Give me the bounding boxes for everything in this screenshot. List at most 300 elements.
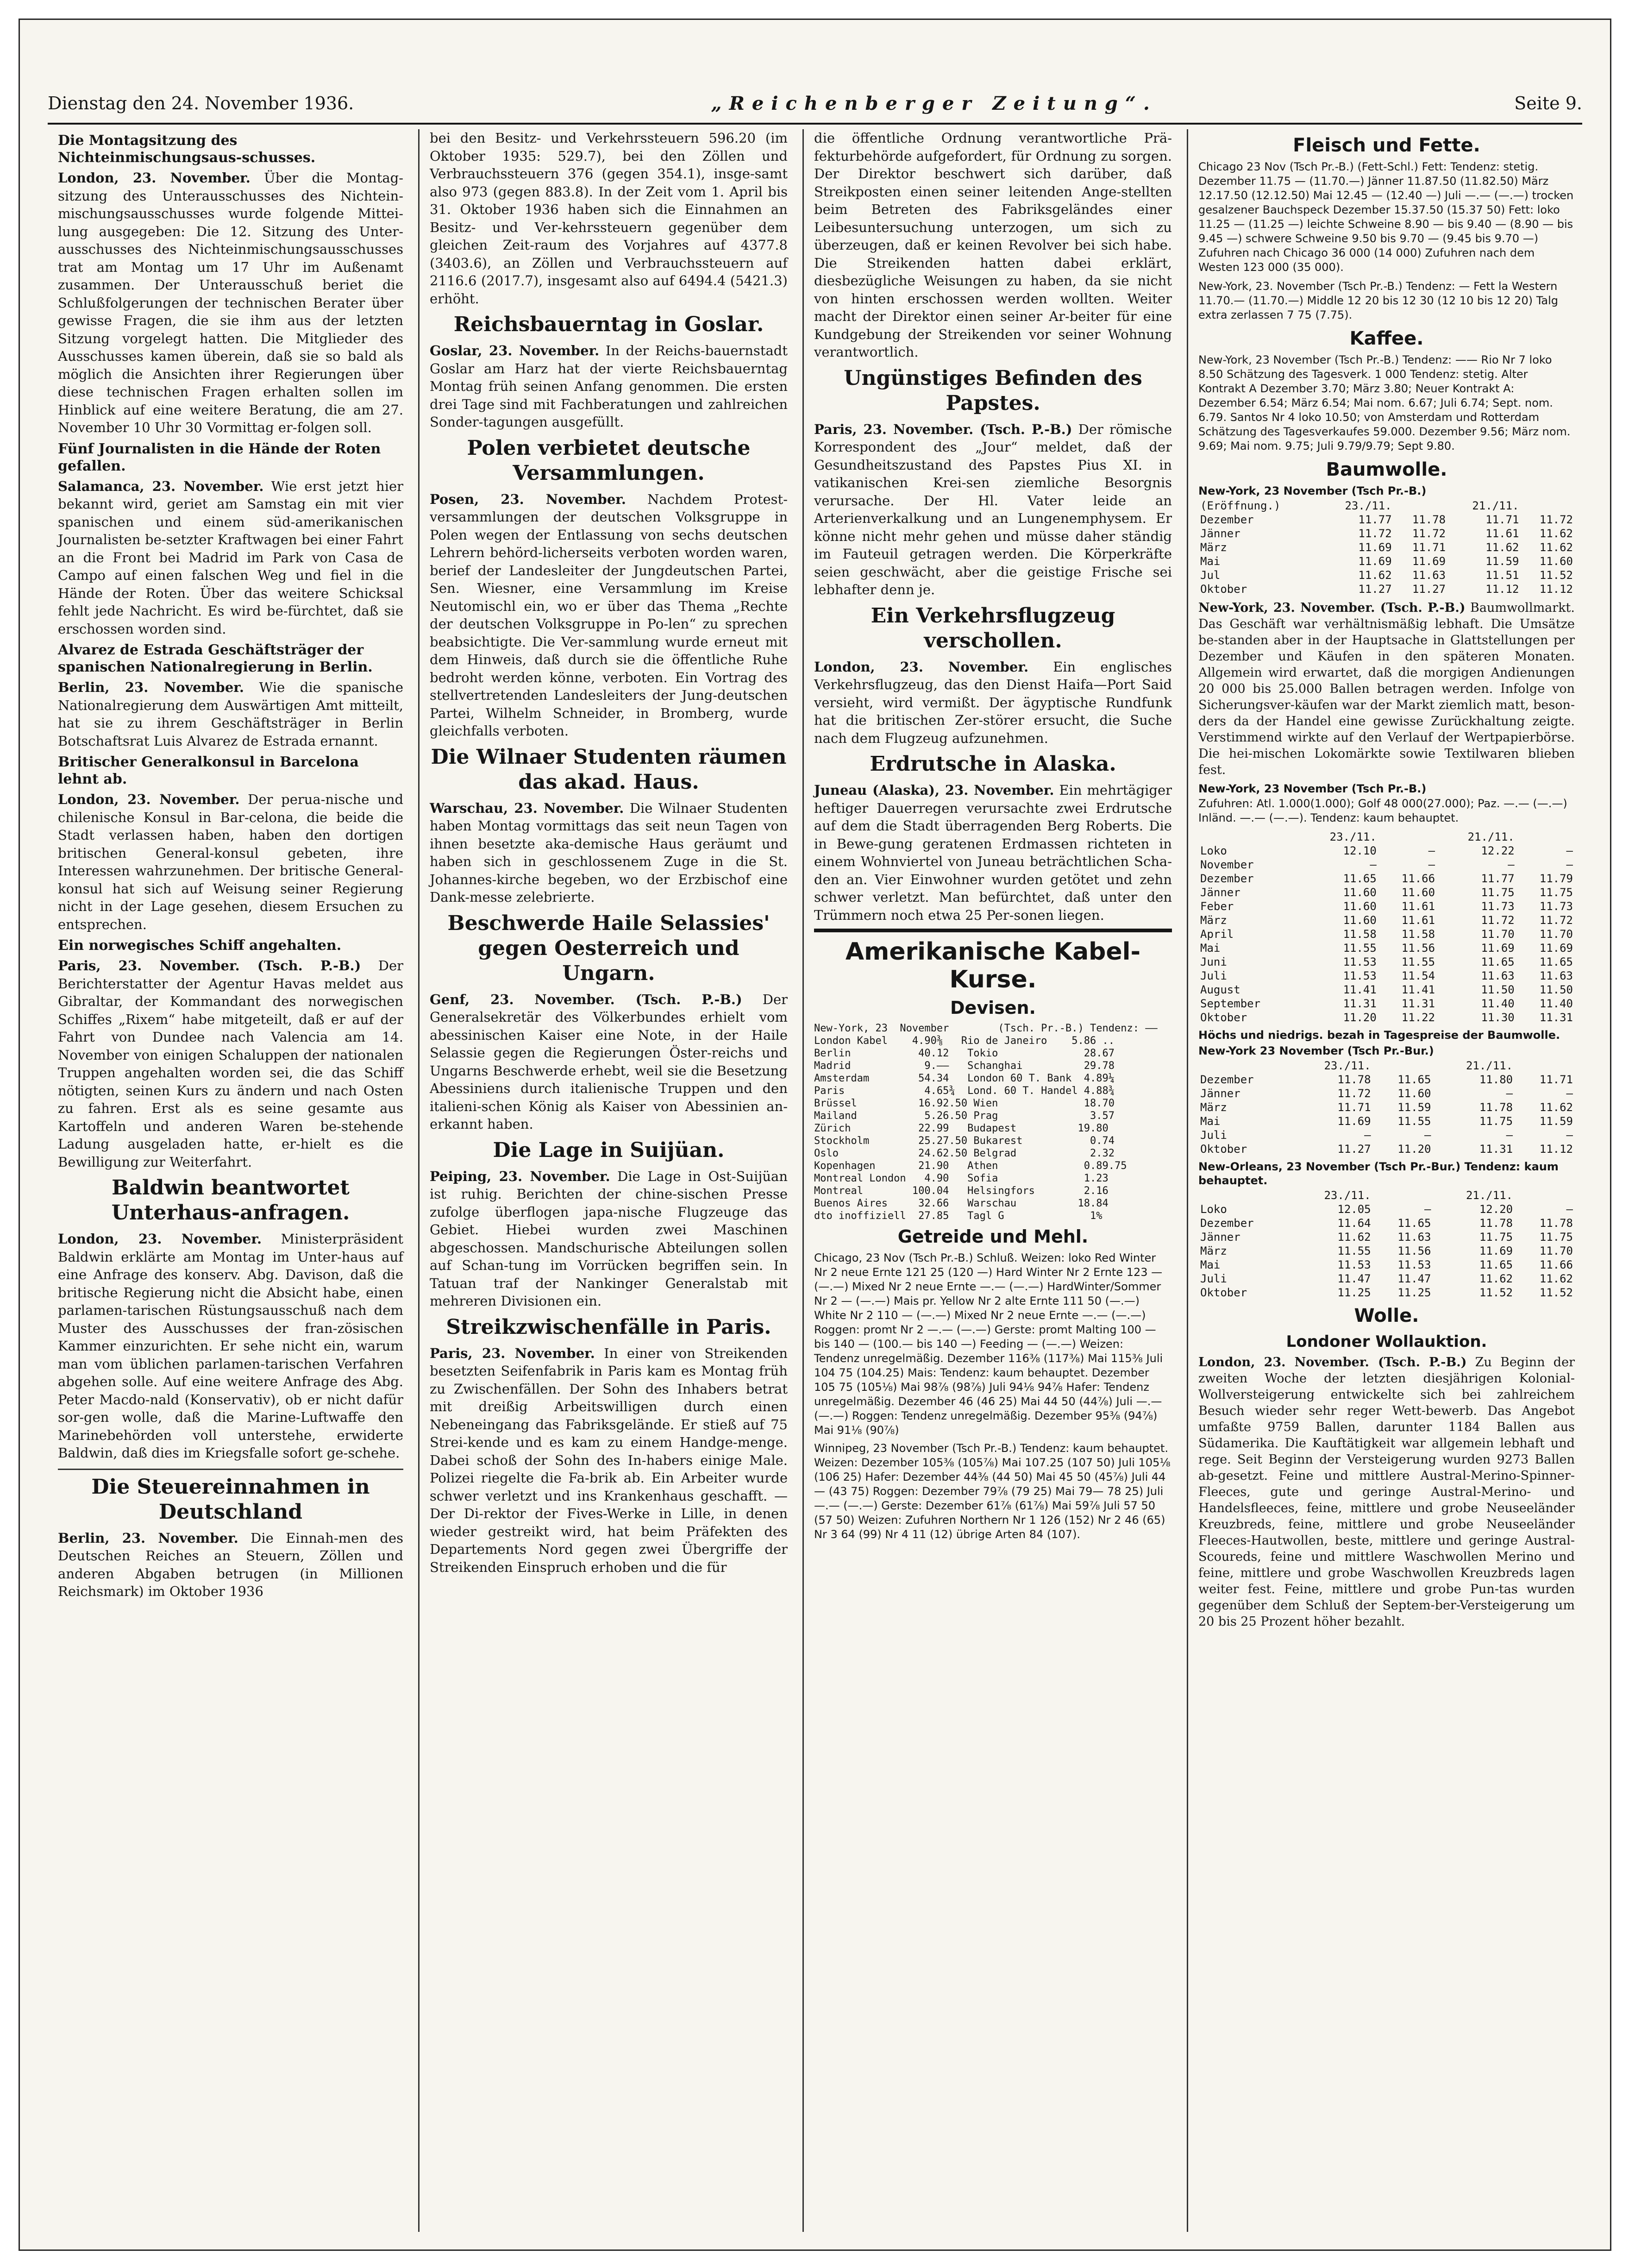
table-caption: New-York 23 November (Tsch Pr.-Bur.) — [1198, 1044, 1434, 1057]
table-header-cell — [1394, 499, 1447, 513]
price-cell: 11.69 — [1539, 942, 1573, 955]
price-cell: — — [1566, 858, 1573, 871]
article-body: Berlin, 23. November. Wie die spanische Nationalregierung dem Auswärtigen Amt mitteilt, hat sie zu ihrem Geschäftsträger in Berlin Botschaftsrat Luis Alvarez de Estrada ernannt. — [58, 679, 403, 749]
price-cell: 11.69 — [1481, 942, 1515, 955]
price-cell: 11.61 — [1485, 527, 1519, 540]
price-cell: 11.63 — [1539, 969, 1573, 982]
wolle-report: London, 23. November. (Tsch. P.-B.) Zu Beginn der zweiten Woche der letzten diesjährigen Kolonial-Wollversteigerung entwickelte sich bei zahlreichem Besuch wieder sehr reger Wett-bewerb. Das Angebot umfaßte 9759 Ballen, darunter 1184 Ballen aus Südamerika. Die Kauftätigkeit war allgemein lebhaft und rege. Seit Beginn der Versteigerung wurden 9273 Ballen ab-gesetzt. Feine und mittlere Austral-Merino-Spinner-Fleeces, gute und geringe Austral-Merino- und Handelsfleeces, feine, mittlere und grobe Neuseeländer Kreuzbreds, feine, mittlere und grobe Neuseeländer Fleeces-Hautwollen, beste, mittlere und geringe Austral-Scoureds, feine und mittlere Waschwollen Merino und feine, mittlere und grobe Waschwollen Kreuzbreds lagen weiter fest. Feine, mittlere und grobe Pun-tas wurden gegenüber dem Schluß der Septem-ber-Versteigerung um 20 bis 25 Prozent höher bezahlt. — [1198, 1355, 1575, 1629]
article-body: London, 23. November. Ministerpräsident Baldwin erklärte am Montag im Unter-haus auf eine Anfrage des konserv. Abg. Davison, daß die britische Regierung nicht die Absicht habe, einen parlamen-tarischen Rüstungsausschuß nach dem Muster des Ausschusses der fran-zösischen Kammer einzurichten. Er sehe nicht ein, warum man vom üblichen parlamen-tarischen Verfahren abgehen solle. Auf eine weitere Anfrage des Abg. Peter Macdo-nald (Konservativ), ob er nicht dafür sor-gen wolle, daß die Marine-Luftwaffe den Marinebehörden voll unterstehe, erwiderte Baldwin, daß dies im Kriegsfalle sofort ge-schehe. — [58, 1231, 404, 1461]
price-cell: 11.75 — [1539, 886, 1573, 899]
article-headline: Die Wilnaer Studenten räumen das akad. Haus. — [431, 745, 787, 794]
price-cell: 11.75 — [1479, 1115, 1513, 1128]
price-cell: 11.22 — [1401, 1011, 1435, 1024]
getreide-report: Chicago, 23 Nov (Tsch Pr.-B.) Schluß. Weizen: loko Red Winter Nr 2 neue Ernte 121 25 (120 —) Hard Winter Nr 2 Ernte 123 — (—.—) Mixed Nr 2 neue Ernte —.— (—.—) HardWinter/Sommer Nr 2 — (—.—) Mais pr. Yellow Nr 2 alte Ernte 111 50 (—.—) White Nr 2 110 — (—.—) Mixed Nr 2 neue Ernte —.— (—.—) Roggen: promt Nr 2 —.— (—.—) Gerste: promt Malting 100 — bis 140 — (100.— bis 140 —) Feeding — (—.—) Weizen: Tendenz unregelmäßig. Dezember 116⅜ (117⅜) Mai 115⅜ Juli 104 75 (104.25) Mais: Tendenz: kaum behauptet. Dezember 105 75 (105⅛) Mai 98⅞ (98⅞) Juli 94⅛ 94⅞ Hafer: Tendenz unregelmäßig. Dezember 46 (46 25) Mai 44 50 (44⅞) Juli —.— (—.—) Roggen: Tendenz unregelmäßig. Dezember 95⅜ (94⅞) Mai 91⅛ (90⅞) — [814, 1251, 1163, 1437]
article-body: Paris, 23. November. (Tsch. P.-B.) Der Berichterstatter der Agentur Havas meldet aus Gibraltar, der Kommandant des norwegischen Schiffes „Rixem“ habe mitgeteilt, daß er auf der Fahrt von Dundee nach Valencia am 14. November von einigen Schaluppen der nationalen Truppen angehalten worden sei, die das Schiff nötigten, seinen Kurs zu ändern und nach Osten zu fahren. Erst als es seine gesamte aus Kartoffeln und anderen Waren be-stehende Ladung ausgeladen hatte, er-hielt es die Bewilligung zur Weiterfahrt. — [58, 958, 403, 1170]
devisen-row: Buenos Aires 32.66 Warschau 18.84 — [814, 1198, 1109, 1209]
price-cell: 12.22 — [1481, 844, 1515, 857]
table-row — [1198, 844, 1575, 858]
price-cell: 11.65 — [1481, 955, 1515, 968]
article-headline: Erdrutsche in Alaska. — [870, 752, 1116, 776]
price-cell: 11.31 — [1479, 1143, 1513, 1156]
price-cell: 11.27 — [1337, 1143, 1371, 1156]
article-body: Genf, 23. November. (Tsch. P.-B.) Der Generalsekretär des Völkerbundes erhielt vom abessinischen Kaiser eine Note, in der Haile Selassie gegen die Regierungen Öster-reichs und Ungarns Beschwerde erhebt, weil sie die Besetzung Abessiniens durch italienische Truppen und den italieni-schen König als Kaiser von Abessinien an-erkannt haben. — [430, 991, 788, 1132]
newspaper-page — [19, 19, 1611, 2251]
price-cell: 11.63 — [1397, 1231, 1431, 1244]
table-row — [1198, 554, 1575, 568]
article-headline: Streikzwischenfälle in Paris. — [446, 1315, 771, 1339]
month-cell: Mai — [1200, 555, 1221, 568]
price-cell: 11.64 — [1337, 1217, 1371, 1230]
table-row — [1198, 1202, 1575, 1216]
month-cell: Jul — [1200, 569, 1221, 582]
kabel-kurse-title: Amerikanische Kabel-Kurse. — [845, 938, 1141, 993]
table-header-cell: 23./11. — [1329, 830, 1377, 843]
price-cell: 11.53 — [1343, 955, 1377, 968]
table-header-cell: 21./11. — [1467, 830, 1515, 843]
table-row — [1198, 1073, 1575, 1087]
price-cell: 11.53 — [1337, 1258, 1371, 1271]
devisen-title: Devisen. — [950, 998, 1036, 1018]
article-headline: Polen verbietet deutsche Versammlungen. — [467, 436, 751, 485]
price-cell: 11.66 — [1539, 1258, 1573, 1271]
price-cell: 11.72 — [1358, 527, 1392, 540]
column-2 — [418, 129, 798, 2232]
devisen-row: Kopenhagen 21.90 Athen 0.89.75 — [814, 1160, 1127, 1172]
price-cell: 11.20 — [1397, 1143, 1431, 1156]
wolle-title: Wolle. — [1354, 1305, 1419, 1326]
table-row — [1198, 858, 1575, 872]
price-cell: 11.69 — [1479, 1244, 1513, 1257]
article-headline: Die Montagsitzung des Nichteinmischungsaus-schusses. — [58, 132, 316, 166]
price-cell: 11.47 — [1397, 1272, 1431, 1285]
table-row — [1198, 1128, 1575, 1142]
devisen-row: Montreal London 4.90 Sofia 1.23 — [814, 1173, 1109, 1184]
month-cell: Dezember — [1200, 1217, 1254, 1230]
month-cell: März — [1200, 1244, 1227, 1257]
price-cell: 11.69 — [1412, 555, 1446, 568]
table-row — [1198, 1011, 1575, 1024]
article-headline: Beschwerde Haile Selassies' gegen Oesterreich und Ungarn. — [447, 911, 770, 985]
table-row — [1198, 1230, 1575, 1244]
baumwolle-table-2 — [1198, 830, 1575, 1024]
price-cell: 11.62 — [1485, 541, 1519, 554]
price-cell: — — [1370, 858, 1377, 871]
price-cell: — — [1506, 1087, 1513, 1100]
column-3 — [802, 129, 1182, 2232]
price-cell: 11.40 — [1539, 997, 1573, 1010]
price-cell: 11.75 — [1479, 1231, 1513, 1244]
table-header-cell: 21./11. — [1466, 1189, 1513, 1202]
devisen-row: Stockholm 25.27.50 Bukarest 0.74 — [814, 1135, 1115, 1147]
baumwolle-title: Baumwolle. — [1326, 459, 1447, 480]
article-body: bei den Besitz- und Verkehrssteuern 596.20 (im Oktober 1935: 529.7), bei den Zöllen und Verbrauchssteuern 376 (gegen 354.1), insge-samt also 973 (gegen 883.8). In der Zeit vom 1. April bis 31. Oktober 1936 haben sich die Einnahmen an Besitz- und Ver-kehrssteuern gegenüber dem gleichen Zeit-raum des Vorjahres auf 4377.8 (3403.6), an Zöllen und Verbrauchssteuern auf 2116.6 (2017.7), insgesamt also auf 6494.4 (5421.3) erhöht. — [430, 130, 788, 307]
price-cell: 11.63 — [1412, 569, 1446, 582]
price-cell: 11.60 — [1343, 900, 1377, 913]
price-cell: — — [1566, 1129, 1573, 1142]
price-cell: 11.31 — [1343, 997, 1377, 1010]
month-cell: November — [1200, 858, 1254, 871]
table-note: Zufuhren: Atl. 1.000(1.000); Golf 48 000(27.000); Paz. —.— (—.—) Inländ. —.— (—.—). Tendenz: kaum behauptet. — [1198, 797, 1567, 824]
month-cell: Jänner — [1200, 1087, 1240, 1100]
article-body: Warschau, 23. November. Die Wilnaer Studenten haben Montag vormittags das seit neun Tagen von ihnen besetzte aka-demische Haus geräumt und haben sich in geschlossenem Zuge in die St. Johannes-kirche begeben, wo der Erzbischof eine Dank-messe zelebrierte. — [430, 800, 788, 905]
month-cell: Dezember — [1200, 513, 1254, 526]
table-header-cell: 21./11. — [1466, 1059, 1513, 1072]
devisen-row: Mailand 5.26.50 Prag 3.57 — [814, 1110, 1115, 1122]
price-cell: 11.77 — [1481, 872, 1515, 885]
price-cell: — — [1508, 858, 1515, 871]
price-cell: 11.47 — [1337, 1272, 1371, 1285]
price-cell: — — [1566, 1203, 1573, 1216]
price-cell: 11.69 — [1337, 1115, 1371, 1128]
newyork-fett-report: New-York, 23. November (Tsch Pr.-B.) Tendenz: — Fett la Western 11.70.— (11.70.—) Middle 12 20 bis 12 30 (12 10 bis 12 20) Talg extra zerlassen 7 75 (7.75). — [1198, 280, 1558, 321]
table-header-cell — [1516, 830, 1575, 844]
table-header-row — [1198, 1059, 1575, 1073]
month-cell: Juli — [1200, 1272, 1227, 1285]
table-row — [1198, 886, 1575, 899]
price-cell: 11.73 — [1481, 900, 1515, 913]
price-cell: 11.66 — [1401, 872, 1435, 885]
table-row — [1198, 955, 1575, 969]
price-cell: 11.71 — [1539, 1073, 1573, 1086]
article-body: Berlin, 23. November. Die Einnah-men des Deutschen Reiches an Steuern, Zöllen und anderen Abgaben betrugen (in Millionen Reichsmark) im Oktober 1936 — [58, 1530, 403, 1599]
article-headline: Ungünstiges Befinden des Papstes. — [844, 366, 1142, 415]
table-header-cell — [1198, 1188, 1291, 1202]
article-body: Paris, 23. November. In einer von Streikenden besetzten Seifenfabrik in Paris kam es Montag früh zu Zwischenfällen. Der Sohn des Inhabers betrat mit dreißig Arbeitswilligen durch einen Nebeneingang das Fabriksgelände. Er stieß auf 75 Strei-kende und es kam zu einem Handge-menge. Dabei schoß der Sohn des In-habers einige Male. Polizei riegelte die Fa-brik ab. Ein Arbeiter wurde schwer verletzt und ins Krankenhaus geschafft. — Der Di-rektor der Fives-Werke in Lille, in denen wieder gestreikt wird, hat beim Präfekten des Departements Nord gegen zwei Übergriffe der Streikenden Einspruch erhoben und die für — [430, 1345, 788, 1575]
month-cell: Mai — [1200, 1115, 1221, 1128]
price-cell: 11.58 — [1401, 928, 1435, 941]
column-1 — [48, 129, 413, 2232]
table-header-cell — [1198, 1059, 1291, 1073]
price-cell: 11.78 — [1479, 1217, 1513, 1230]
article-body: Paris, 23. November. (Tsch. P.-B.) Der römische Korrespondent des „Jour“ meldet, daß der Gesundheitszustand des Papstes Pius XI. in vatikanischen Krei-sen ziemliche Besorgnis verursache. Der Hl. Vater leide an Arterienverkalkung und an Lungenemphysem. Er könne nicht mehr gehen und müsse daher ständig im Fauteuil getragen werden. Die Körperkräfte seien geschwächt, aber die geistige Frische sei lebhafter denn je. — [814, 421, 1172, 597]
price-cell: 11.62 — [1337, 1231, 1371, 1244]
price-cell: 11.71 — [1485, 513, 1519, 526]
price-cell: 11.70 — [1539, 928, 1573, 941]
devisen-row: Amsterdam 54.34 London 60 T. Bank 4.89¼ — [814, 1073, 1115, 1084]
month-cell: Juni — [1200, 955, 1227, 968]
price-cell: 11.78 — [1479, 1101, 1513, 1114]
article-headline: Reichsbauerntag in Goslar. — [453, 313, 764, 336]
price-cell: — — [1364, 1129, 1371, 1142]
article-body: London, 23. November. Über die Montag-sitzung des Unterausschusses des Nichtein-mischungsausschusses wurde folgende Mittei-lung ausgegeben: Die 12. Sitzung des Unter-ausschusses des Nichteinmischungsausschusses trat am Montag um 17 Uhr im Außenamt zusammen. Der Unterausschuß beriet die Schlußfolgerungen der technischen Berater über gewisse Fragen, die sie ihm aus der letzten Sitzung vorgelegt hatten. Die Mitglieder des Ausschusses kamen überein, daß sie so bald als möglich die Ansichten ihrer Regierungen über diese technischen Fragen erhalten sollen im Hinblick auf eine weitere Beratung, die am 27. November 10 Uhr 30 Vormittag er-folgen soll. — [58, 170, 403, 435]
article-headline: Ein Verkehrsflugzeug verschollen. — [871, 603, 1115, 653]
table-header-cell: 23./11. — [1324, 1189, 1371, 1202]
table-row — [1198, 899, 1575, 913]
price-cell: 11.31 — [1539, 1011, 1573, 1024]
table-row — [1198, 1114, 1575, 1128]
article-headline: Die Steuereinnahmen in Deutschland — [91, 1475, 370, 1524]
price-cell: 11.31 — [1401, 997, 1435, 1010]
table-row — [1198, 913, 1575, 927]
month-cell: Jänner — [1200, 1231, 1240, 1244]
month-cell: Oktober — [1200, 1011, 1247, 1024]
table-row — [1198, 527, 1575, 540]
table-header-row — [1198, 1188, 1575, 1202]
month-cell: Jänner — [1200, 527, 1240, 540]
month-cell: März — [1200, 914, 1227, 927]
devisen-table — [814, 1022, 1172, 1222]
price-cell: 11.53 — [1343, 969, 1377, 982]
price-cell: 11.30 — [1481, 1011, 1515, 1024]
price-cell: 11.75 — [1481, 886, 1515, 899]
devisen-row: Paris 4.65¾ Lond. 60 T. Handel 4.88¾ — [814, 1085, 1115, 1097]
table-header-cell — [1373, 1059, 1433, 1073]
baumwolle-table-3 — [1198, 1059, 1575, 1156]
price-cell: 11.63 — [1481, 969, 1515, 982]
price-cell: 11.40 — [1481, 997, 1515, 1010]
price-cell: 11.58 — [1343, 928, 1377, 941]
price-cell: 11.70 — [1481, 928, 1515, 941]
price-cell: 11.78 — [1337, 1073, 1371, 1086]
price-cell: 11.69 — [1358, 541, 1392, 554]
price-cell: 11.62 — [1479, 1272, 1513, 1285]
article-headline: Britischer Generalkonsul in Barcelona lehnt ab. — [58, 754, 359, 787]
table-row — [1198, 983, 1575, 997]
price-cell: 11.56 — [1397, 1244, 1431, 1257]
running-header — [48, 89, 1582, 117]
price-cell: 11.65 — [1343, 872, 1377, 885]
devisen-row: London Kabel 4.90⅜ Rio de Janeiro 5.86 .. — [814, 1035, 1115, 1047]
price-cell: 11.59 — [1539, 1115, 1573, 1128]
kaffee-report: New-York, 23 November (Tsch Pr.-B.) Tendenz: —— Rio Nr 7 loko 8.50 Schätzung des Tagesverk. 1 000 Tendenz: stetig. Alter Kontrakt A Dezember 3.70; März 3.80; Neuer Kontrakt A: Dezember 6.54; März 6.54; Mai nom. 6.67; Juli 6.74; Sept. nom. 6.79. Santos Nr 4 loko 10.50; von Amsterdam und Rotterdam Schätzung des Tagesverkaufes 59.000. Dezember 9.56; März nom. 9.69; Mai nom. 9.75; Juli 9.79/9.79; Sept 9.80. — [1198, 353, 1571, 452]
devisen-row: Montreal 100.04 Helsingfors 2.16 — [814, 1185, 1109, 1197]
header-rule — [48, 123, 1582, 125]
article-headline: Die Lage in Suijüan. — [493, 1138, 725, 1162]
column-4 — [1187, 129, 1585, 2232]
price-cell: 11.62 — [1539, 1272, 1573, 1285]
price-cell: 11.72 — [1539, 513, 1573, 526]
price-cell: 11.71 — [1412, 541, 1446, 554]
price-cell: 11.53 — [1397, 1258, 1431, 1271]
price-cell: 11.59 — [1485, 555, 1519, 568]
table-header-cell — [1521, 499, 1575, 513]
month-cell: Jänner — [1200, 886, 1240, 899]
getreide-title: Getreide und Mehl. — [897, 1226, 1089, 1247]
price-cell: 11.75 — [1539, 1231, 1573, 1244]
article-body: Peiping, 23. November. Die Lage in Ost-Suijüan ist ruhig. Berichten der chine-sischen Presse zufolge überflogen japa-nische Flugzeuge das Gebiet. Hiebei wurden zwei Maschinen abgeschossen. Mandschurische Abteilungen sollen auf Schan-tung im Vorrücken begriffen sein. In Tatuan traf der Nankinger Generalstab mit mehreren Divisionen ein. — [430, 1168, 788, 1309]
price-cell: 11.65 — [1479, 1258, 1513, 1271]
month-cell: April — [1200, 928, 1234, 941]
table-row — [1198, 872, 1575, 886]
price-cell: 11.72 — [1337, 1087, 1371, 1100]
price-cell: 11.60 — [1343, 914, 1377, 927]
price-cell: 11.41 — [1343, 983, 1377, 996]
price-cell: 11.60 — [1401, 886, 1435, 899]
article-body: Juneau (Alaska), 23. November. Ein mehrtägiger heftiger Dauerregen verursachte zwei Erdrutsche auf dem die Stadt überragenden Berg Roberts. Die in Bewe-gung geratenen Erdmassen richteten in einem Wohnviertel von Juneau beträchtlichen Scha-den an. Vier Einwohner wurden getötet und zehn schwer verletzt. Man befürchtet, daß unter den Trümmern noch etwa 25 Per-sonen liegen. — [814, 782, 1172, 923]
price-cell: 11.50 — [1481, 983, 1515, 996]
article-headline: Ein norwegisches Schiff angehalten. — [58, 937, 342, 954]
price-cell: 11.62 — [1358, 569, 1392, 582]
price-cell: 11.25 — [1397, 1286, 1431, 1299]
month-cell: Oktober — [1200, 1143, 1247, 1156]
price-cell: 11.78 — [1539, 1217, 1573, 1230]
table-row — [1198, 1100, 1575, 1114]
header-page-number: Seite 9. — [1514, 93, 1582, 113]
table-header-cell: 23./11. — [1345, 499, 1392, 512]
price-cell: 12.20 — [1479, 1203, 1513, 1216]
table-header-row — [1198, 830, 1575, 844]
price-cell: 11.51 — [1485, 569, 1519, 582]
month-cell: Dezember — [1200, 1073, 1254, 1086]
month-cell: Loko — [1200, 1203, 1227, 1216]
article-headline: Baldwin beantwortet Unterhaus-anfragen. — [111, 1176, 350, 1225]
price-cell: 11.80 — [1479, 1073, 1513, 1086]
table-row — [1198, 941, 1575, 955]
section-rule — [58, 1469, 403, 1470]
price-cell: 11.61 — [1401, 914, 1435, 927]
price-cell: 11.61 — [1401, 900, 1435, 913]
month-cell: September — [1200, 997, 1261, 1010]
price-cell: 11.78 — [1412, 513, 1446, 526]
price-cell: 11.54 — [1401, 969, 1435, 982]
price-cell: 12.05 — [1337, 1203, 1371, 1216]
price-cell: 11.71 — [1337, 1101, 1371, 1114]
devisen-row: Oslo 24.62.50 Belgrad 2.32 — [814, 1148, 1115, 1159]
article-body: Salamanca, 23. November. Wie erst jetzt hier bekannt wird, geriet am Samstag ein mit vier spanischen und einem süd-amerikanischen Journalisten be-setzter Kraftwagen bei einer Fahrt an die Front bei Madrid im Park von Casa de Campo auf einen falschen Weg und fiel in die Hände der Roten. Über das weitere Schicksal fehlt jede Nachricht. Es wird be-fürchtet, daß sie erschossen worden sind. — [58, 478, 403, 637]
price-cell: 11.20 — [1343, 1011, 1377, 1024]
price-cell: 12.10 — [1343, 844, 1377, 857]
table-row — [1198, 513, 1575, 527]
month-cell: Loko — [1200, 844, 1227, 857]
price-cell: 11.60 — [1343, 886, 1377, 899]
price-cell: — — [1566, 844, 1573, 857]
table-row — [1198, 927, 1575, 941]
table-row — [1198, 1286, 1575, 1300]
price-cell: 11.62 — [1539, 527, 1573, 540]
wolle-subtitle: Londoner Wollauktion. — [1286, 1332, 1487, 1351]
table-row — [1198, 1087, 1575, 1100]
price-cell: 11.50 — [1539, 983, 1573, 996]
month-cell: Oktober — [1200, 583, 1247, 596]
price-cell: 11.55 — [1397, 1115, 1431, 1128]
price-cell: 11.41 — [1401, 983, 1435, 996]
table-row — [1198, 540, 1575, 554]
month-cell: März — [1200, 541, 1227, 554]
devisen-row: Berlin 40.12 Tokio 28.67 — [814, 1048, 1115, 1059]
month-cell: Oktober — [1200, 1286, 1247, 1299]
devisen-row: Madrid 9.—— Schanghai 29.78 — [814, 1060, 1115, 1072]
table-header-cell: 21./11. — [1472, 499, 1519, 512]
devisen-row: New-York, 23 November (Tsch. Pr.-B.) Tendenz: —— — [814, 1023, 1158, 1034]
table-row — [1198, 997, 1575, 1011]
price-cell: 11.69 — [1358, 555, 1392, 568]
table-row — [1198, 1272, 1575, 1286]
month-cell: März — [1200, 1101, 1227, 1114]
price-cell: 11.55 — [1337, 1244, 1371, 1257]
price-cell: 11.52 — [1539, 569, 1573, 582]
baumwolle-report: New-York, 23. November. (Tsch. P.-B.) Baumwollmarkt. Das Geschäft war verhältnismäßig lebhaft. Die Umsätze be-standen aber in der Hauptsache in Glattstellungen per Dezember und Käufen in den späteren Monaten. Allgemein wird erwartet, daß die morgigen Andienungen 20 000 bis 25.000 Ballen betragen werden. Infolge von Sicherungsver-käufen war der Markt ziemlich matt, beson-ders da der Handel eine gewisse Zurückhaltung zeigte. Verstimmend wirkte auf den Verlauf der Wertpapierbörse. Die hei-mischen Lokomärkte sowie Textilwaren blieben fest. — [1198, 601, 1575, 777]
devisen-row: Brüssel 16.92.50 Wien 18.70 — [814, 1098, 1115, 1109]
devisen-row: dto inoffiziell 27.85 Tagl G 1% — [814, 1210, 1103, 1222]
article-body: Goslar, 23. November. In der Reichs-bauernstadt Goslar am Harz hat der vierte Reichsbauerntag Montag früh seinen Anfang genommen. Die ersten drei Tage sind mit Fachberatungen und zahlreichen Sonder-tagungen ausgefüllt. — [430, 343, 788, 430]
table-caption: New-York, 23 November (Tsch Pr.-B.) — [1198, 782, 1427, 795]
kaffee-title: Kaffee. — [1349, 328, 1424, 349]
price-cell: 11.12 — [1539, 1143, 1573, 1156]
price-cell: 11.12 — [1485, 583, 1519, 596]
winnipeg-report: Winnipeg, 23 November (Tsch Pr.-B.) Tendenz: kaum behauptet. Weizen: Dezember 105⅜ (105⅞) Mai 107.25 (107 50) Juli 105⅛ (106 25) Hafer: Dezember 44⅜ (44 50) Mai 45 50 (45⅞) Juli 44 — (43 75) Roggen: Dezember 79⅞ (79 25) Mai 79— 78 25) Juli —.— (—.—) Gerste: Dezember 61⅞ (61⅞) Mai 59⅞ Juli 57 50 (57 50) Weizen: Zufuhren Northern Nr 1 126 (152) Nr 2 46 (65) Nr 3 64 (99) Nr 4 11 (12) übrige Arten 84 (107). — [814, 1442, 1171, 1541]
header-date: Dienstag den 24. November 1936. — [48, 93, 354, 113]
article-body: die öffentliche Ordnung verantwortliche Prä-fekturbehörde aufgefordert, für Ordnung zu sorgen. Der Direktor beschwert sich darüber, daß Streikposten einen seiner leitenden Ange-stellten beim Betreten des Fabriksgeländes einer Leibesuntersuchung unterzogen, um sich zu überzeugen, daß er keinen Revolver bei sich habe. Die Streikenden hatten dabei erklärt, diesbezügliche Weisungen zu haben, da sie nicht von hinten erschossen werden wollten. Weiter macht der Direktor einen seiner Ar-beiter für eine Kundgebung der Streikenden vor seiner Wohnung verantwortlich. — [814, 130, 1172, 360]
price-cell: 11.65 — [1397, 1217, 1431, 1230]
table-row — [1198, 1142, 1575, 1156]
month-cell: August — [1200, 983, 1240, 996]
price-cell: 11.79 — [1539, 872, 1573, 885]
price-cell: 11.27 — [1412, 583, 1446, 596]
price-cell: 11.55 — [1401, 955, 1435, 968]
price-cell: 11.70 — [1539, 1244, 1573, 1257]
price-cell: — — [1428, 844, 1435, 857]
price-cell: 11.73 — [1539, 900, 1573, 913]
price-cell: 11.52 — [1479, 1286, 1513, 1299]
header-title: „Reichenberger Zeitung“. — [711, 92, 1157, 114]
price-cell: — — [1506, 1129, 1513, 1142]
price-cell: 11.65 — [1397, 1073, 1431, 1086]
fleisch-title: Fleisch und Fette. — [1293, 135, 1480, 156]
article-headline: Fünf Journalisten in die Hände der Roten gefallen. — [58, 440, 381, 474]
fleisch-report: Chicago 23 Nov (Tsch Pr.-B.) (Fett-Schl.) Fett: Tendenz: stetig. Dezember 11.75 — (11.70.—) Jänner 11.87.50 (11.82.50) März 12.17.50 (12.12.50) Mai 12.45 — (12.40 —) Juli —.— (—.—) trocken gesalzener Bauchspeck Dezember 15.37.50 (15.37 50) Fett: loko 11.25 — (11.25 —) leichte Schweine 8.90 — bis 9.40 — (8.90 — bis 9.45 —) schwere Schweine 9.50 bis 9.70 — (9.45 bis 9.70 —) Zufuhren nach Chicago 36 000 (14 000) Zufuhren nach dem Westen 123 000 (35 000). — [1198, 160, 1574, 274]
table-row — [1198, 582, 1575, 596]
table-row — [1198, 568, 1575, 582]
month-cell: Dezember — [1200, 872, 1254, 885]
devisen-row: Zürich 22.99 Budapest 19.80 — [814, 1123, 1109, 1134]
price-cell: 11.62 — [1539, 541, 1573, 554]
table-caption: Höchs und niedrigs. bezah in Tagespreise der Baumwolle. — [1198, 1029, 1560, 1042]
price-cell: 11.65 — [1539, 955, 1573, 968]
table-header-cell — [1198, 830, 1299, 844]
table-header-cell: 23./11. — [1324, 1059, 1371, 1072]
price-cell: — — [1566, 1087, 1573, 1100]
price-cell: 11.56 — [1401, 942, 1435, 955]
article-headline: Alvarez de Estrada Geschäftsträger der spanischen Nationalregierung in Berlin. — [58, 642, 373, 675]
price-cell: — — [1424, 1129, 1431, 1142]
price-cell: 11.25 — [1337, 1286, 1371, 1299]
baumwolle-table-1 — [1198, 499, 1575, 596]
table-header-cell — [1373, 1188, 1433, 1202]
price-cell: 11.72 — [1539, 914, 1573, 927]
month-cell: Feber — [1200, 900, 1234, 913]
table-caption: New-Orleans, 23 November (Tsch Pr.-Bur.) Tendenz: kaum behauptet. — [1198, 1160, 1559, 1187]
table-header-cell — [1515, 1188, 1575, 1202]
price-cell: — — [1424, 1203, 1431, 1216]
price-cell: 11.12 — [1539, 583, 1573, 596]
price-cell: 11.60 — [1397, 1087, 1431, 1100]
table-row — [1198, 1258, 1575, 1272]
table-header-cell — [1515, 1059, 1575, 1073]
price-cell: — — [1428, 858, 1435, 871]
month-cell: Mai — [1200, 942, 1221, 955]
table-row — [1198, 1244, 1575, 1258]
baumwolle-table-4 — [1198, 1188, 1575, 1300]
table-row — [1198, 969, 1575, 983]
table-caption: New-York, 23 November (Tsch Pr.-B.) — [1198, 484, 1427, 497]
month-cell: Juli — [1200, 969, 1227, 982]
price-cell: 11.27 — [1358, 583, 1392, 596]
table-header-cell: (Eröffnung.) — [1200, 499, 1281, 512]
article-body: Posen, 23. November. Nachdem Protest-versammlungen der deutschen Volksgruppe in Polen wegen der Entlassung von sechs deutschen Lehrern behörd-licherseits verboten worden waren, berief der Landesleiter der Jungdeutschen Partei, Sen. Wiesner, eine Versammlung im Kreise Neutomischl ein, wo er über das Thema „Rechte der deutschen Volksgruppe in Po-len“ zu sprechen beabsichtigte. Die Ver-sammlung wurde erneut mit dem Hinweis, daß durch sie die öffentliche Ruhe bedroht werden könne, verboten. Ein Vortrag des stellvertretenden Landesleiters der Jung-deutschen Partei, Wilhelm Schneider, in Bromberg, wurde gleichfalls verboten. — [430, 491, 788, 739]
price-cell: 11.55 — [1343, 942, 1377, 955]
price-cell: 11.52 — [1539, 1286, 1573, 1299]
month-cell: Juli — [1200, 1129, 1227, 1142]
price-cell: 11.62 — [1539, 1101, 1573, 1114]
article-body: London, 23. November. Der perua-nische und chilenische Konsul in Bar-celona, die beide die Stadt verlassen haben, haben den dortigen britischen General-konsul gebeten, ihre Interessen wahrzunehmen. Der britische General-konsul hat sich auf Weisung seiner Regierung nicht in der Lage gesehen, diesem Ersuchen zu entsprechen. — [58, 792, 404, 932]
table-header-cell — [1378, 830, 1437, 844]
price-cell: 11.72 — [1481, 914, 1515, 927]
section-rule — [814, 929, 1172, 932]
price-cell: 11.59 — [1397, 1101, 1431, 1114]
article-body: London, 23. November. Ein englisches Verkehrsflugzeug, das den Dienst Haifa—Port Said versieht, wird vermißt. Der ägyptische Rundfunk hat die britischen Zer-störer ersucht, die Suche nach dem Flugzeug aufzunehmen. — [814, 659, 1172, 746]
price-cell: 11.72 — [1412, 527, 1446, 540]
price-cell: 11.77 — [1358, 513, 1392, 526]
